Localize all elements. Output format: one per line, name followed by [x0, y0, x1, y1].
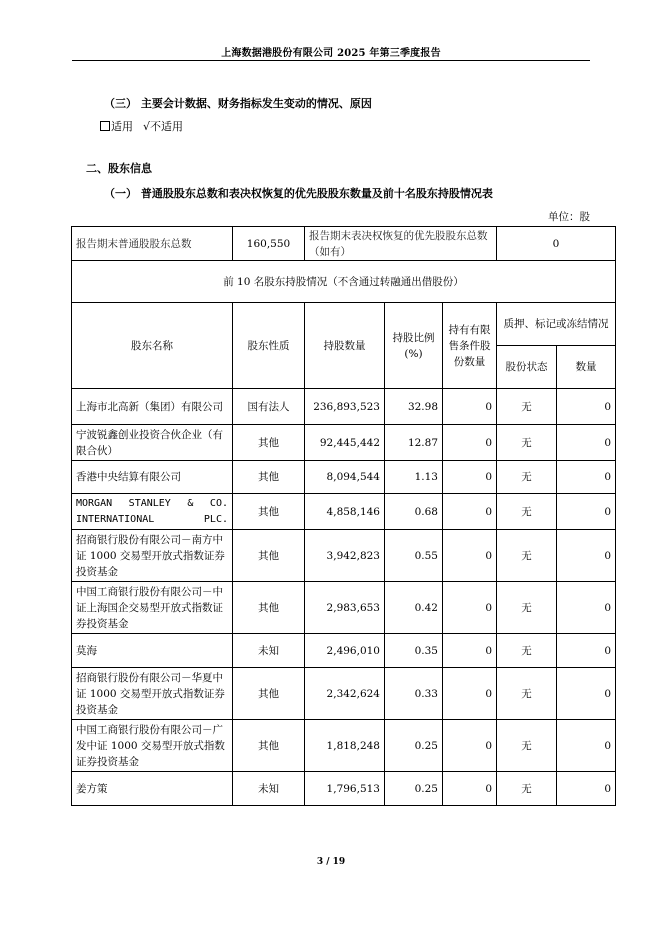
- pledge-quantity: 0: [557, 772, 616, 806]
- table-row: [72, 720, 616, 772]
- holding-ratio: 0.33: [385, 668, 443, 720]
- preferred-shareholders-value: 0: [497, 227, 616, 261]
- shareholder-name: 招商银行股份有限公司－华夏中证 1000 交易型开放式指数证券投资基金: [72, 668, 233, 720]
- pledge-quantity: 0: [557, 425, 616, 461]
- restricted-shares: 0: [443, 494, 497, 530]
- section2-sub-heading: （一） 普通股股东总数和表决权恢复的优先股股东数量及前十名股东持股情况表: [104, 187, 493, 200]
- col-header-shares: 持股数量: [305, 303, 385, 389]
- shareholder-name: 上海市北高新（集团）有限公司: [72, 389, 233, 425]
- restricted-shares: 0: [443, 389, 497, 425]
- restricted-shares: 0: [443, 634, 497, 668]
- header-divider: [72, 60, 590, 61]
- table-row: [72, 389, 616, 425]
- holding-ratio: 0.55: [385, 530, 443, 582]
- pledge-quantity: 0: [557, 530, 616, 582]
- table-row: [72, 461, 616, 494]
- shareholder-nature: 其他: [233, 530, 305, 582]
- shareholder-nature: 其他: [233, 668, 305, 720]
- col-header-ratio: 持股比例(%): [385, 303, 443, 389]
- pledge-status: 无: [497, 634, 557, 668]
- col-header-name: 股东名称: [72, 303, 233, 389]
- shares-count: 2,496,010: [305, 634, 385, 668]
- holding-ratio: 0.42: [385, 582, 443, 634]
- shareholder-nature: 其他: [233, 720, 305, 772]
- pledge-status: 无: [497, 461, 557, 494]
- holding-ratio: 0.25: [385, 772, 443, 806]
- shareholder-nature: 其他: [233, 494, 305, 530]
- shareholder-nature: 国有法人: [233, 389, 305, 425]
- page-number: 3 / 19: [316, 857, 346, 867]
- holding-ratio: 0.25: [385, 720, 443, 772]
- shares-count: 2,983,653: [305, 582, 385, 634]
- restricted-shares: 0: [443, 582, 497, 634]
- holding-ratio: 1.13: [385, 461, 443, 494]
- shares-count: 1,818,248: [305, 720, 385, 772]
- table-row: [72, 772, 616, 806]
- shareholder-nature: 其他: [233, 461, 305, 494]
- table-row: [72, 634, 616, 668]
- applicable-checkbox-icon: [100, 121, 110, 131]
- not-applicable-label: 不适用: [150, 120, 184, 133]
- shares-count: 3,942,823: [305, 530, 385, 582]
- holding-ratio: 0.68: [385, 494, 443, 530]
- shares-count: 4,858,146: [305, 494, 385, 530]
- table-row: [72, 530, 616, 582]
- shareholder-name: 宁波锐鑫创业投资合伙企业（有限合伙）: [72, 425, 233, 461]
- pledge-status: 无: [497, 582, 557, 634]
- col-header-pledge-status: 股份状态: [497, 346, 557, 389]
- col-header-nature: 股东性质: [233, 303, 305, 389]
- pledge-quantity: 0: [557, 582, 616, 634]
- restricted-shares: 0: [443, 461, 497, 494]
- pledge-status: 无: [497, 530, 557, 582]
- table-row: [72, 582, 616, 634]
- pledge-status: 无: [497, 668, 557, 720]
- table-row: [72, 494, 616, 530]
- shares-count: 236,893,523: [305, 389, 385, 425]
- shareholder-nature: 未知: [233, 634, 305, 668]
- applicability-options: [100, 118, 183, 134]
- pledge-status: 无: [497, 772, 557, 806]
- table-row: [72, 668, 616, 720]
- table-title: 前 10 名股东持股情况（不含通过转融通出借股份）: [72, 261, 616, 303]
- preferred-shareholders-label: 报告期末表决权恢复的优先股股东总数（如有）: [305, 227, 497, 261]
- restricted-shares: 0: [443, 772, 497, 806]
- pledge-status: 无: [497, 720, 557, 772]
- restricted-shares: 0: [443, 720, 497, 772]
- total-shareholders-label: 报告期末普通股股东总数: [72, 227, 233, 261]
- header-row-1: [72, 303, 616, 346]
- applicable-label: 适用: [111, 120, 133, 133]
- holding-ratio: 32.98: [385, 389, 443, 425]
- pledge-quantity: 0: [557, 494, 616, 530]
- holding-ratio: 12.87: [385, 425, 443, 461]
- pledge-quantity: 0: [557, 720, 616, 772]
- total-shareholders-value: 160,550: [233, 227, 305, 261]
- restricted-shares: 0: [443, 425, 497, 461]
- check-mark-icon: √: [143, 120, 151, 133]
- table-title-row: [72, 261, 616, 303]
- pledge-quantity: 0: [557, 389, 616, 425]
- restricted-shares: 0: [443, 668, 497, 720]
- section3-heading: （三） 主要会计数据、财务指标发生变动的情况、原因: [104, 97, 372, 110]
- shareholder-nature: 其他: [233, 582, 305, 634]
- section2-heading: 二、股东信息: [86, 162, 152, 175]
- shareholder-table: [71, 226, 616, 806]
- pledge-quantity: 0: [557, 461, 616, 494]
- shareholder-name: MORGAN STANLEY & CO. INTERNATIONAL PLC.: [72, 494, 233, 530]
- pledge-quantity: 0: [557, 668, 616, 720]
- report-header-title: 上海数据港股份有限公司 2025 年第三季度报告: [221, 48, 441, 59]
- holding-ratio: 0.35: [385, 634, 443, 668]
- table-row: [72, 425, 616, 461]
- pledge-quantity: 0: [557, 634, 616, 668]
- col-header-restricted: 持有有限售条件股份数量: [443, 303, 497, 389]
- shares-count: 2,342,624: [305, 668, 385, 720]
- shareholder-name: 姜方策: [72, 772, 233, 806]
- pledge-status: 无: [497, 494, 557, 530]
- shareholder-name: 香港中央结算有限公司: [72, 461, 233, 494]
- shareholder-name: 中国工商银行股份有限公司－广发中证 1000 交易型开放式指数证券投资基金: [72, 720, 233, 772]
- shareholder-name: 莫海: [72, 634, 233, 668]
- shares-count: 1,796,513: [305, 772, 385, 806]
- shareholder-nature: 其他: [233, 425, 305, 461]
- pledge-status: 无: [497, 425, 557, 461]
- pledge-status: 无: [497, 389, 557, 425]
- shareholder-name: 中国工商银行股份有限公司－中证上海国企交易型开放式指数证券投资基金: [72, 582, 233, 634]
- unit-label: 单位：股: [548, 211, 590, 223]
- shares-count: 8,094,544: [305, 461, 385, 494]
- shares-count: 92,445,442: [305, 425, 385, 461]
- restricted-shares: 0: [443, 530, 497, 582]
- shareholder-nature: 未知: [233, 772, 305, 806]
- col-header-pledge-group: 质押、标记或冻结情况: [497, 303, 616, 346]
- col-header-pledge-qty: 数量: [557, 346, 616, 389]
- shareholder-name: 招商银行股份有限公司－南方中证 1000 交易型开放式指数证券投资基金: [72, 530, 233, 582]
- summary-row: [72, 227, 616, 261]
